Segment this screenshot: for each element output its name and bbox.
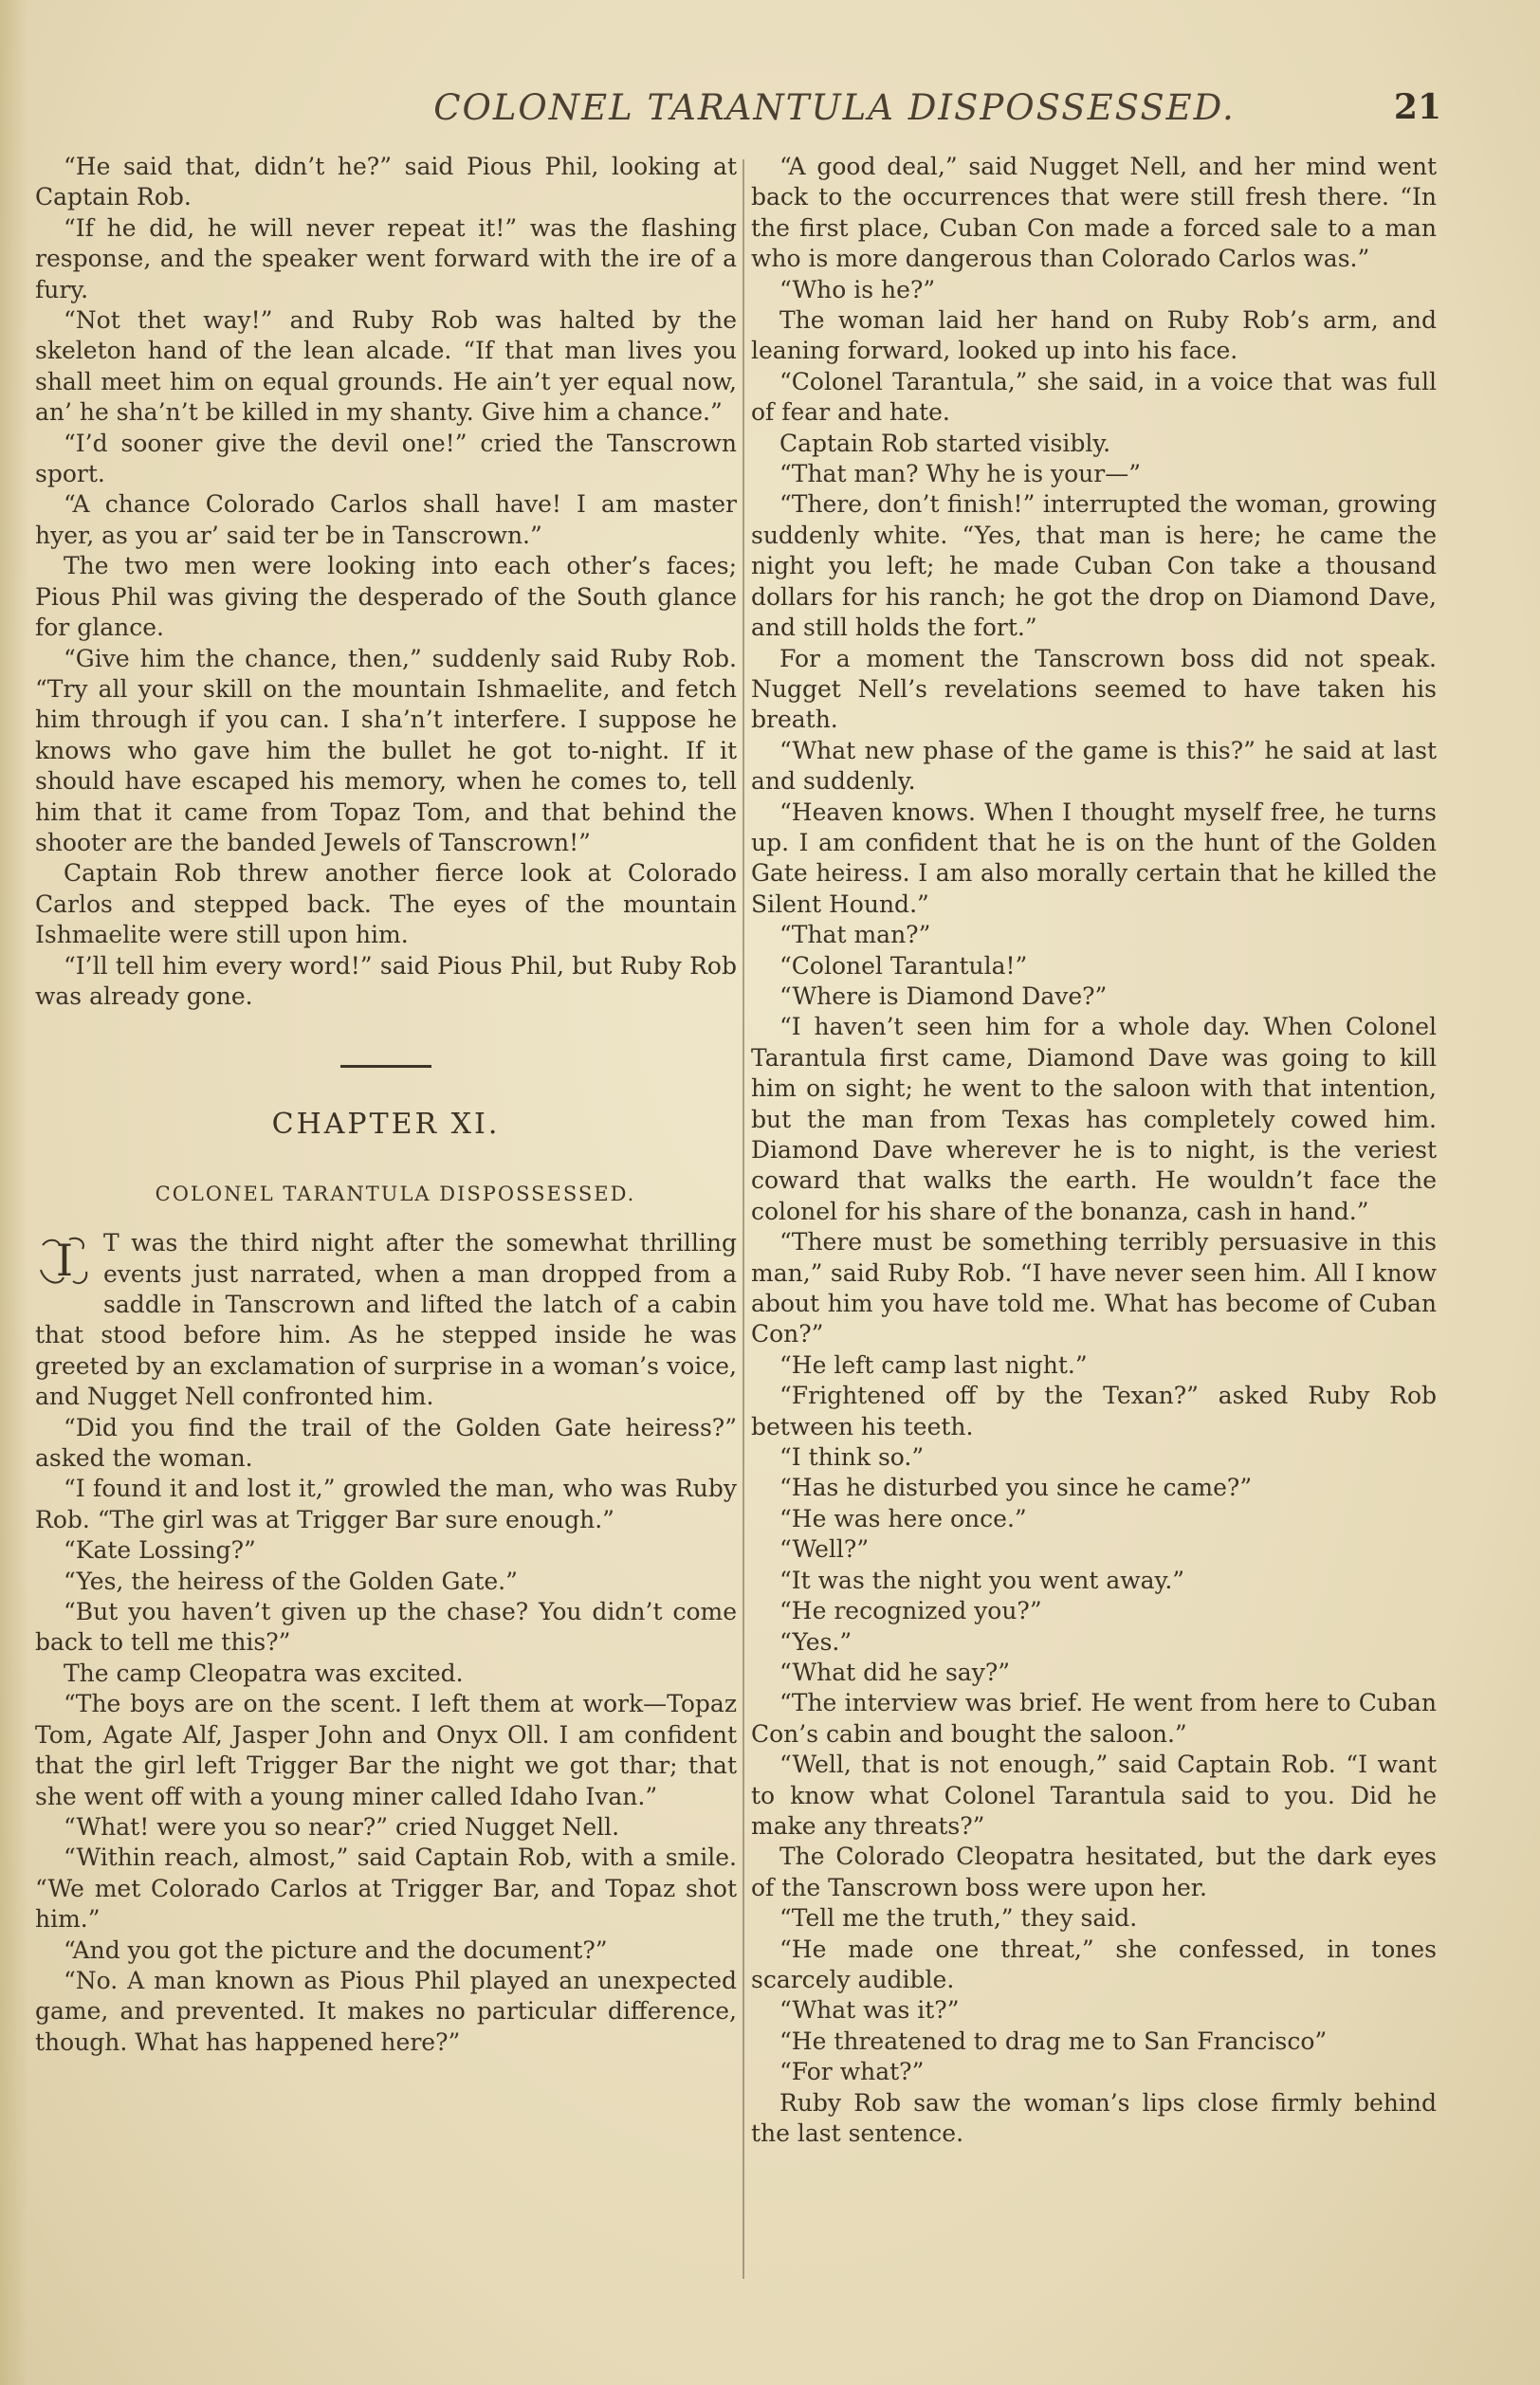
paragraph: “Colonel Tarantula,” she said, in a voice that was full of fear and hate. [751,367,1437,427]
page-number: 21 [1393,87,1441,127]
paragraph: “Frightened off by the Texan?” asked Ruby Rob between his teeth. [751,1382,1437,1440]
page-edge-stain [0,0,28,2385]
opening-paragraph-text: T was the third night after the somewhat thrilling events just narrated, when a man dropped from a saddle in Tanscrown and lifted the latch of a cabin that stood before him. As he stepped inside he was greeted by an exclamation of surprise in a woman’s voice, and Nugget Nell confronted him. [35,1229,737,1411]
paragraph: “No. A man known as Pious Phil played an unexpected game, and prevented. It makes no particular difference, though. What has happened here?” [35,1966,737,2056]
paragraph: “Who is he?” [779,275,936,303]
paragraph: “Tell me the truth,” they said. [779,1904,1138,1933]
paragraph: “I think so.” [779,1443,925,1472]
paragraph: The two men were looking into each other’s faces; Pious Phil was giving the desperado of the South glance for glance. [35,552,737,642]
paragraph: “He made one threat,” she confessed, in tones scarcely audible. [751,1935,1437,1993]
paragraph: “I haven’t seen him for a whole day. When Colonel Tarantula first came, Diamond Dave was going to kill him on sight; he went to the saloon with that intention, but the man from Texas has completely cowed him. Diamond Dave wherever he is to night, is the veriest coward that walks the earth. He wouldn’t face the colonel for his share of the bonanza, cash in hand.” [751,1013,1437,1225]
paragraph: “Where is Diamond Dave?” [779,982,1108,1010]
paragraph: “What was it?” [779,1996,960,2025]
paragraph: “I’d sooner give the devil one!” cried the Tanscrown sport. [35,429,737,488]
opening-paragraph [35,1228,737,1412]
paragraph: For a moment the Tanscrown boss did not speak. Nugget Nell’s revelations seemed to have taken his breath. [751,644,1437,734]
page-header [360,87,1441,135]
paragraph: “Give him the chance, then,” suddenly said Ruby Rob. “Try all your skill on the mountain Ishmaelite, and fetch him through if you can. I sha’n’t interfere. I suppose he knows who gave him the bullet he got to-night. If it should have escaped his memory, when he comes to, tell him that it came from Topaz Tom, and that behind the shooter are the banded Jewels of Tanscrown!” [35,644,737,856]
paragraph: “Colonel Tarantula!” [779,951,1028,980]
paragraph: “The interview was brief. He went from here to Cuban Con’s cabin and bought the saloon.” [751,1689,1437,1748]
paragraph: “But you haven’t given up the chase? You didn’t come back to tell me this?” [35,1598,737,1657]
chapter-subtitle: COLONEL TARANTULA DISPOSSESSED. [155,1182,636,1205]
paragraph: “He left camp last night.” [779,1350,1088,1379]
paragraph: “There, don’t finish!” interrupted the woman, growing suddenly white. “Yes, that man is here; he came the night you left; he made Cuban Con take a thousand dollars for his ranch; he got the drop on Diamond Dave, and still holds the fort.” [751,490,1437,642]
paragraph: “I found it and lost it,” growled the man, who was Ruby Rob. “The girl was at Trigger Bar sure enough.” [35,1475,737,1533]
paragraph: “He said that, didn’t he?” said Pious Phil, looking at Captain Rob. [35,153,737,211]
paragraph: “There must be something terribly persuasive in this man,” said Ruby Rob. “I have never seen him. All I know about him you have told me. What has become of Cuban Con?” [751,1228,1437,1348]
paragraph: The camp Cleopatra was excited. [64,1659,464,1687]
ornamental-dropcap-icon [35,1232,94,1291]
paragraph: “Yes.” [779,1627,852,1656]
paragraph: Captain Rob started visibly. [779,429,1111,457]
paragraph: “Has he disturbed you since he came?” [779,1474,1253,1502]
paragraph: “A chance Colorado Carlos shall have! I am master hyer, as you ar’ said ter be in Tanscrown.” [35,490,737,549]
svg-text:I: I [55,1235,74,1287]
column-divider [742,159,744,2279]
paragraph: “I’ll tell him every word!” said Pious Phil, but Ruby Rob was already gone. [35,951,737,1010]
paragraph: “Heaven knows. When I thought myself free, he turns up. I am confident that he is on the hunt of the Golden Gate heiress. I am also morally certain that he killed the Silent Hound.” [751,798,1437,918]
paragraph: “Did you find the trail of the Golden Gate heiress?” asked the woman. [35,1413,737,1473]
paragraph: “What new phase of the game is this?” he said at last and suddenly. [751,736,1437,796]
paragraph: “Not thet way!” and Ruby Rob was halted by the skeleton hand of the lean alcade. “If that man lives you shall meet him on equal grounds. He ain’t yer equal now, an’ he sha’n’t be killed in my shanty. Give him a chance.” [35,306,737,427]
paragraph: “That man?” [779,921,931,949]
paragraph: “The boys are on the scent. I left them at work—Topaz Tom, Agate Alf, Jasper John and Onyx Oll. I am confident that the girl left Trigger Bar the night we got thar; that she went off with a young miner called Idaho Ivan.” [35,1690,737,1810]
paragraph: “A good deal,” said Nugget Nell, and her mind went back to the occurrences that were still fresh there. “In the first place, Cuban Con made a forced sale to a man who is more dangerous than Colorado Carlos was.” [751,153,1437,273]
paragraph: “That man? Why he is your—” [779,460,1142,488]
right-column [751,152,1437,2149]
chapter-title: CHAPTER XI. [271,1108,501,1142]
paragraph: Ruby Rob saw the woman’s lips close firmly behind the last sentence. [751,2088,1437,2147]
paragraph: “What! were you so near?” cried Nugget Nell. [64,1812,620,1841]
paragraph: The woman laid her hand on Ruby Rob’s arm, and leaning forward, looked up into his face. [751,306,1437,365]
paragraph: “Within reach, almost,” said Captain Rob, with a smile. “We met Colorado Carlos at Trigger Bar, and Topaz shot him.” [35,1844,737,1934]
paragraph: “Well, that is not enough,” said Captain Rob. “I want to know what Colonel Tarantula said to you. Did he make any threats?” [751,1751,1437,1840]
paragraph: “For what?” [779,2058,925,2086]
paragraph: “He was here once.” [779,1504,1027,1532]
paragraph: “It was the night you went away.” [779,1566,1185,1594]
paragraph: “He threatened to drag me to San Francisco” [779,2027,1328,2055]
paragraph: “He recognized you?” [779,1597,1042,1625]
left-column [35,152,737,2058]
paragraph: “Kate Lossing?” [64,1536,256,1565]
paragraph: Captain Rob threw another fierce look at Colorado Carlos and stepped back. The eyes of the mountain Ishmaelite were still upon him. [35,859,737,949]
paragraph: “Yes, the heiress of the Golden Gate.” [64,1567,518,1595]
paragraph: “If he did, he will never repeat it!” was the flashing response, and the speaker went forward with the ire of a fury. [35,213,737,303]
paragraph: “What did he say?” [779,1658,1011,1686]
running-title: COLONEL TARANTULA DISPOSSESSED. [433,87,1236,128]
section-rule [340,1065,431,1068]
paragraph: The Colorado Cleopatra hesitated, but the dark eyes of the Tanscrown boss were upon her. [751,1843,1437,1901]
paragraph: “Well?” [779,1535,870,1564]
paragraph: “And you got the picture and the document?” [64,1936,608,1964]
